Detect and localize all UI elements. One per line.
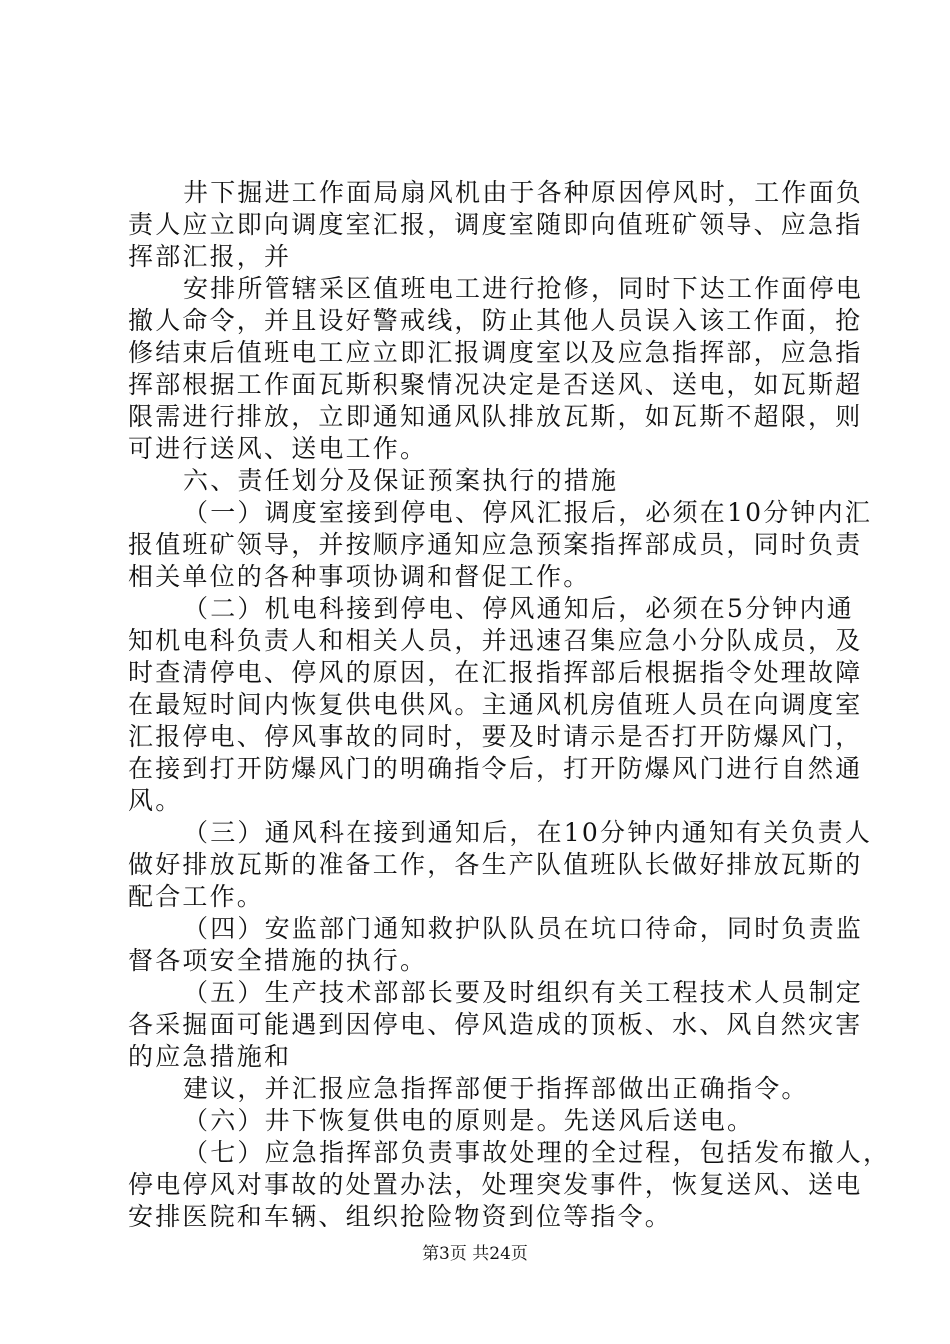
text-line: （五）生产技术部部长要及时组织有关工程技术人员制定 — [183, 978, 864, 1007]
text-line: 挥部汇报，并 — [128, 242, 292, 271]
text-line: 做好排放瓦斯的准备工作，各生产队值班队长做好排放瓦斯的 — [128, 850, 863, 879]
text-line: 修结束后值班电工应立即汇报调度室以及应急指挥部，应急指 — [128, 338, 863, 367]
text-line: （七）应急指挥部负责事故处理的全过程，包括发布撤人， — [183, 1138, 891, 1167]
page-number: 第3页 共24页 — [422, 1244, 528, 1264]
text-line: （二）机电科接到停电、停风通知后，必须在5分钟内通 — [183, 594, 854, 623]
text-line: 汇报停电、停风事故的同时，要及时请示是否打开防爆风门， — [128, 722, 863, 751]
text-line: 挥部根据工作面瓦斯积聚情况决定是否送风、送电，如瓦斯超 — [128, 370, 863, 399]
text-line: 建议，并汇报应急指挥部便于指挥部做出正确指令。 — [183, 1074, 809, 1103]
text-line: 时查清停电、停风的原因，在汇报指挥部后根据指令处理故障 — [128, 658, 863, 687]
text-line: 安排所管辖采区值班电工进行抢修，同时下达工作面停电 — [183, 274, 864, 303]
text-line: （三）通风科在接到通知后，在10分钟内通知有关负责人 — [183, 818, 873, 847]
text-line: 限需进行排放，立即通知通风队排放瓦斯，如瓦斯不超限，则 — [128, 402, 863, 431]
text-line: （一）调度室接到停电、停风汇报后，必须在10分钟内汇 — [183, 498, 873, 527]
text-line: 在接到打开防爆风门的明确指令后，打开防爆风门进行自然通 — [128, 754, 863, 783]
text-line: 撤人命令，并且设好警戒线，防止其他人员误入该工作面，抢 — [128, 306, 863, 335]
text-line: 井下掘进工作面局扇风机由于各种原因停风时，工作面负 — [183, 178, 864, 207]
text-line: 知机电科负责人和相关人员，并迅速召集应急小分队成员，及 — [128, 626, 863, 655]
text-line: （四）安监部门通知救护队队员在坑口待命，同时负责监 — [183, 914, 864, 943]
text-line: 在最短时间内恢复供电供风。主通风机房值班人员在向调度室 — [128, 690, 863, 719]
text-line: 相关单位的各种事项协调和督促工作。 — [128, 562, 591, 591]
text-line: 各采掘面可能遇到因停电、停风造成的顶板、水、风自然灾害 — [128, 1010, 863, 1039]
text-line: 风。 — [128, 786, 183, 815]
text-line: 的应急措施和 — [128, 1042, 292, 1071]
text-line: 配合工作。 — [128, 882, 265, 911]
text-line: （六）井下恢复供电的原则是。先送风后送电。 — [183, 1106, 755, 1135]
text-line: 报值班矿领导，并按顺序通知应急预案指挥部成员，同时负责 — [128, 530, 863, 559]
text-line: 可进行送风、送电工作。 — [128, 434, 428, 463]
section-heading: 六、责任划分及保证预案执行的措施 — [183, 466, 619, 495]
text-line: 督各项安全措施的执行。 — [128, 946, 428, 975]
text-line: 安排医院和车辆、组织抢险物资到位等指令。 — [128, 1202, 673, 1231]
text-line: 责人应立即向调度室汇报，调度室随即向值班矿领导、应急指 — [128, 210, 863, 239]
text-line: 停电停风对事故的处置办法，处理突发事件，恢复送风、送电 — [128, 1170, 863, 1199]
